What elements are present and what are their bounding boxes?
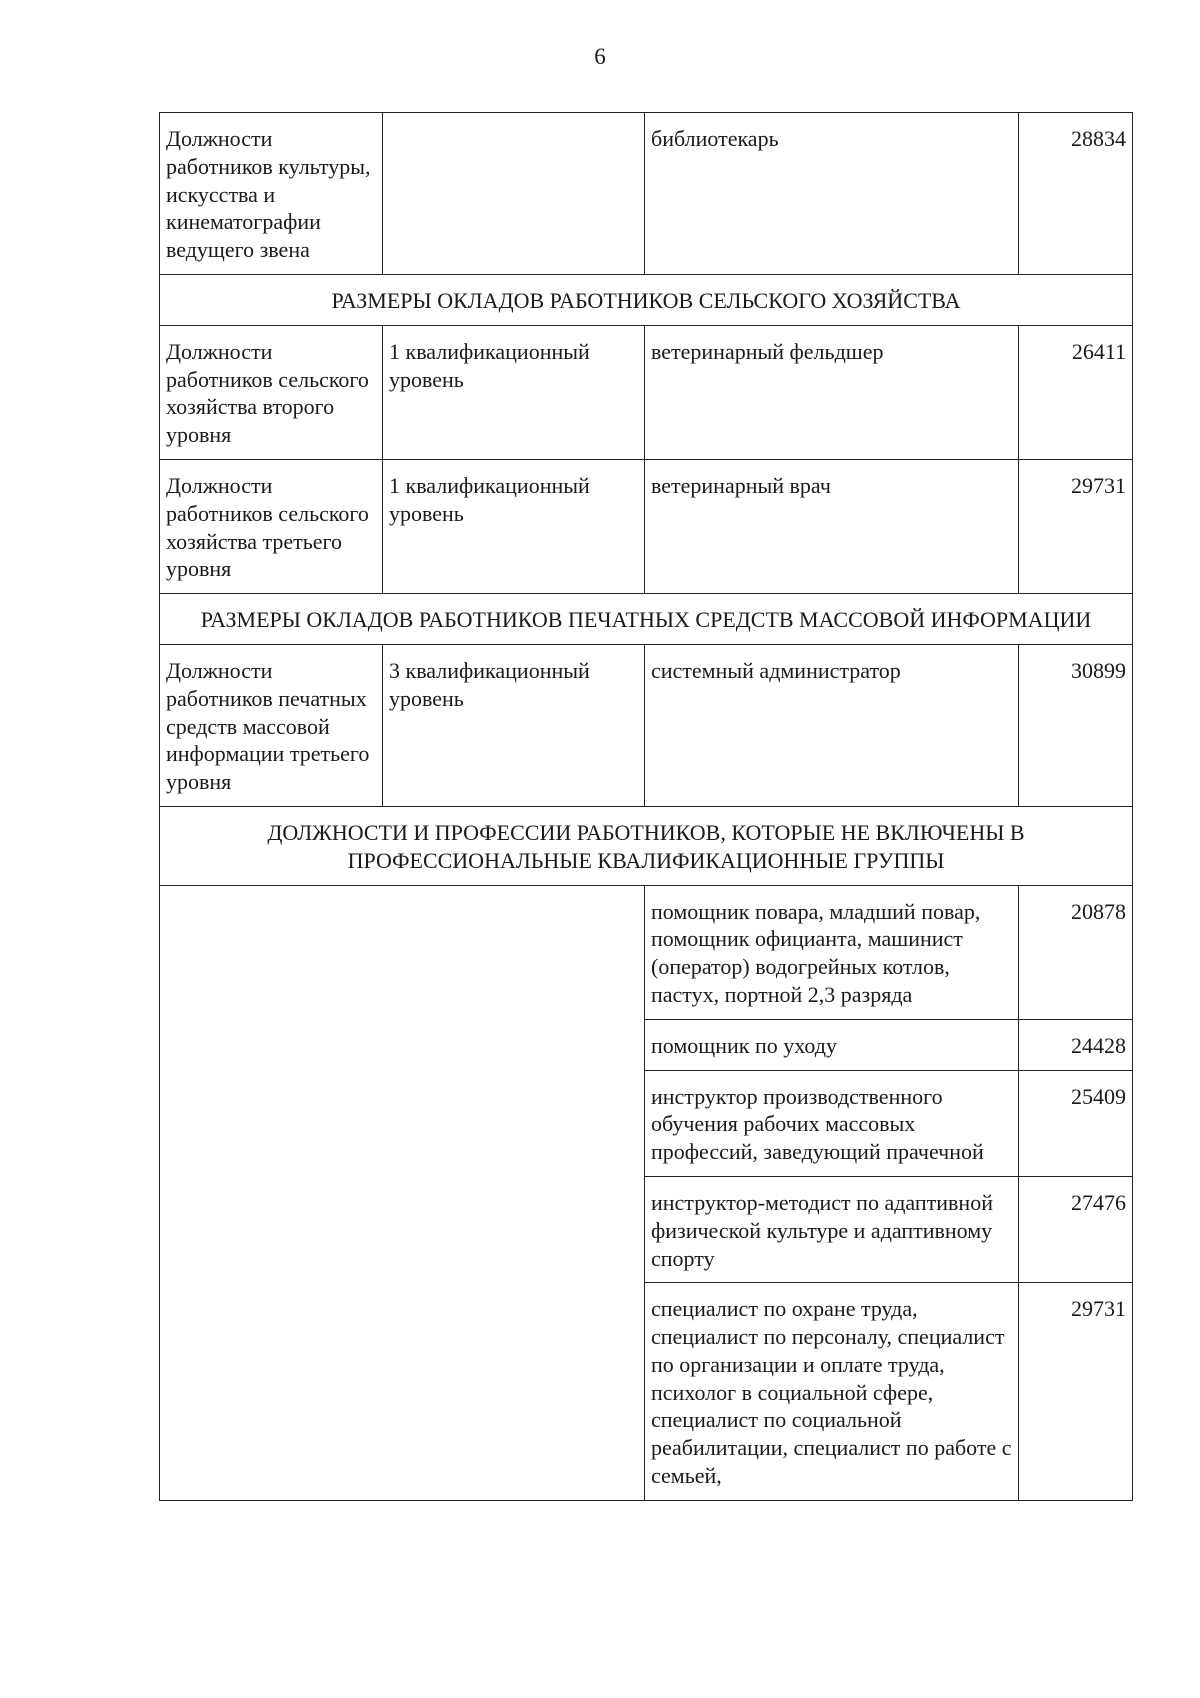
position-cell: помощник повара, младший повар, помощник официанта, машинист (оператор) водогрейных котлов, пастух, портной 2,3 разряда bbox=[645, 885, 1019, 1019]
position-cell: помощник по уходу bbox=[645, 1019, 1019, 1070]
group-cell: Должности работников культуры, искусства и кинематографии ведущего звена bbox=[160, 113, 383, 275]
level-cell: 3 квалификационный уровень bbox=[383, 644, 645, 806]
group-cell: Должности работников сельского хозяйства второго уровня bbox=[160, 325, 383, 459]
table-row bbox=[160, 325, 1133, 459]
section-heading: РАЗМЕРЫ ОКЛАДОВ РАБОТНИКОВ ПЕЧАТНЫХ СРЕДСТВ МАССОВОЙ ИНФОРМАЦИИ bbox=[160, 594, 1133, 645]
salary-table bbox=[159, 112, 1133, 1501]
salary-cell: 29731 bbox=[1019, 1283, 1133, 1501]
position-cell: инструктор производственного обучения рабочих массовых профессий, заведующий прачечной bbox=[645, 1070, 1019, 1176]
table-row bbox=[160, 644, 1133, 806]
position-cell: ветеринарный фельдшер bbox=[645, 325, 1019, 459]
section-heading: РАЗМЕРЫ ОКЛАДОВ РАБОТНИКОВ СЕЛЬСКОГО ХОЗЯЙСТВА bbox=[160, 274, 1133, 325]
section-heading-row bbox=[160, 594, 1133, 645]
section-heading-row bbox=[160, 806, 1133, 885]
salary-cell: 27476 bbox=[1019, 1176, 1133, 1282]
table-row bbox=[160, 113, 1133, 275]
salary-cell: 20878 bbox=[1019, 885, 1133, 1019]
group-cell: Должности работников сельского хозяйства третьего уровня bbox=[160, 459, 383, 593]
empty-merged-cell bbox=[160, 885, 645, 1500]
salary-cell: 25409 bbox=[1019, 1070, 1133, 1176]
page-number: 6 bbox=[594, 44, 606, 69]
salary-cell: 28834 bbox=[1019, 113, 1133, 275]
position-cell: инструктор-методист по адаптивной физической культуре и адаптивному спорту bbox=[645, 1176, 1019, 1282]
level-cell bbox=[383, 113, 645, 275]
level-cell: 1 квалификационный уровень bbox=[383, 325, 645, 459]
salary-cell: 26411 bbox=[1019, 325, 1133, 459]
table-row bbox=[160, 459, 1133, 593]
group-cell: Должности работников печатных средств массовой информации третьего уровня bbox=[160, 644, 383, 806]
salary-cell: 24428 bbox=[1019, 1019, 1133, 1070]
salary-cell: 29731 bbox=[1019, 459, 1133, 593]
section-heading-row bbox=[160, 274, 1133, 325]
position-cell: ветеринарный врач bbox=[645, 459, 1019, 593]
position-cell: библиотекарь bbox=[645, 113, 1019, 275]
position-cell: специалист по охране труда, специалист по персоналу, специалист по организации и оплате труда, психолог в социальной сфере, специалист по социальной реабилитации, специалист по работе с семьей, bbox=[645, 1283, 1019, 1501]
level-cell: 1 квалификационный уровень bbox=[383, 459, 645, 593]
salary-cell: 30899 bbox=[1019, 644, 1133, 806]
position-cell: системный администратор bbox=[645, 644, 1019, 806]
section-heading: ДОЛЖНОСТИ И ПРОФЕССИИ РАБОТНИКОВ, КОТОРЫЕ НЕ ВКЛЮЧЕНЫ В ПРОФЕССИОНАЛЬНЫЕ КВАЛИФИКАЦИОННЫЕ ГРУППЫ bbox=[160, 806, 1133, 885]
table-row bbox=[160, 885, 1133, 1019]
